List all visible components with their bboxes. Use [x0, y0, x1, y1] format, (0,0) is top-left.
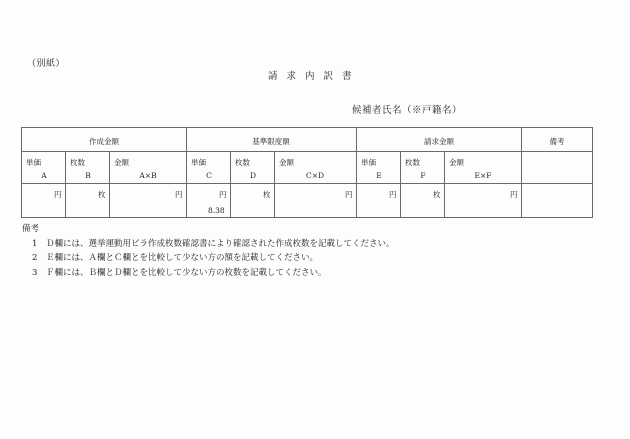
unit-sheets-f: 枚 — [433, 190, 441, 199]
unit-yen-e: 円 — [389, 190, 397, 199]
note-item — [22, 251, 395, 266]
note-text: Ｅ欄には、Ａ欄とＣ欄とを比較して少ない方の額を記載してください。 — [46, 253, 319, 263]
col-divider — [274, 151, 275, 217]
row-divider — [22, 183, 522, 184]
col-divider — [109, 151, 110, 217]
attachment-label: （別紙） — [27, 59, 66, 69]
limit-unit-price-value: 8.38 — [208, 206, 225, 215]
subheader-unit-price-c: 単価 — [191, 158, 206, 167]
group-divider — [356, 128, 357, 217]
unit-yen-ef: 円 — [510, 190, 518, 199]
group-header-production: 作成金額 — [89, 137, 119, 146]
unit-yen-a: 円 — [54, 190, 62, 199]
unit-yen-cd: 円 — [345, 190, 353, 199]
unit-yen-ab: 円 — [175, 190, 183, 199]
code-d: D — [249, 171, 257, 180]
invoice-breakdown-table — [21, 127, 593, 218]
candidate-name-label: 候補者氏名（※戸籍名） — [352, 105, 463, 116]
subheader-quantity-f: 枚数 — [405, 158, 420, 167]
group-header-limit: 基準限度額 — [252, 137, 290, 146]
code-ef: E×F — [474, 171, 492, 180]
group-header-claim: 請求金額 — [424, 137, 454, 146]
note-text: Ｆ欄には、Ｂ欄とＤ欄とを比較して少ない方の枚数を記載してください。 — [46, 267, 327, 278]
col-divider — [444, 151, 445, 217]
subheader-unit-price-a: 単価 — [26, 158, 41, 167]
code-a: A — [41, 171, 47, 180]
code-ab: A×B — [139, 171, 157, 180]
notes-section — [22, 222, 395, 280]
subheader-amount-ef: 金額 — [449, 158, 464, 167]
notes-heading: 備考 — [22, 224, 40, 234]
subheader-amount-cd: 金額 — [279, 158, 294, 167]
subheader-quantity-b: 枚数 — [70, 158, 85, 167]
code-e: E — [376, 171, 382, 180]
unit-sheets-d: 枚 — [263, 190, 271, 199]
col-divider — [230, 151, 231, 217]
row-divider — [522, 183, 592, 184]
group-header-remarks: 備考 — [549, 137, 565, 146]
col-divider — [400, 151, 401, 217]
note-number: 1 — [32, 238, 38, 249]
unit-yen-c: 円 — [219, 190, 227, 199]
note-number: 2 — [32, 253, 38, 263]
group-divider — [521, 128, 522, 217]
note-text: Ｄ欄には、選挙運動用ビラ作成枚数確認書により確認された作成枚数を記載してください。 — [46, 238, 395, 249]
unit-sheets-b: 枚 — [98, 190, 106, 199]
document-title: 請求内訳書 — [268, 71, 361, 82]
code-f: F — [420, 171, 426, 180]
subheader-amount-ab: 金額 — [114, 158, 129, 167]
row-divider — [22, 151, 592, 152]
note-item — [22, 266, 395, 281]
col-divider — [65, 151, 66, 217]
group-divider — [186, 128, 187, 217]
code-cd: C×D — [305, 171, 325, 180]
code-c: C — [206, 171, 212, 180]
code-b: B — [85, 171, 91, 180]
note-item — [22, 237, 395, 252]
subheader-quantity-d: 枚数 — [235, 158, 250, 167]
note-number: 3 — [32, 267, 38, 278]
subheader-unit-price-e: 単価 — [361, 158, 376, 167]
